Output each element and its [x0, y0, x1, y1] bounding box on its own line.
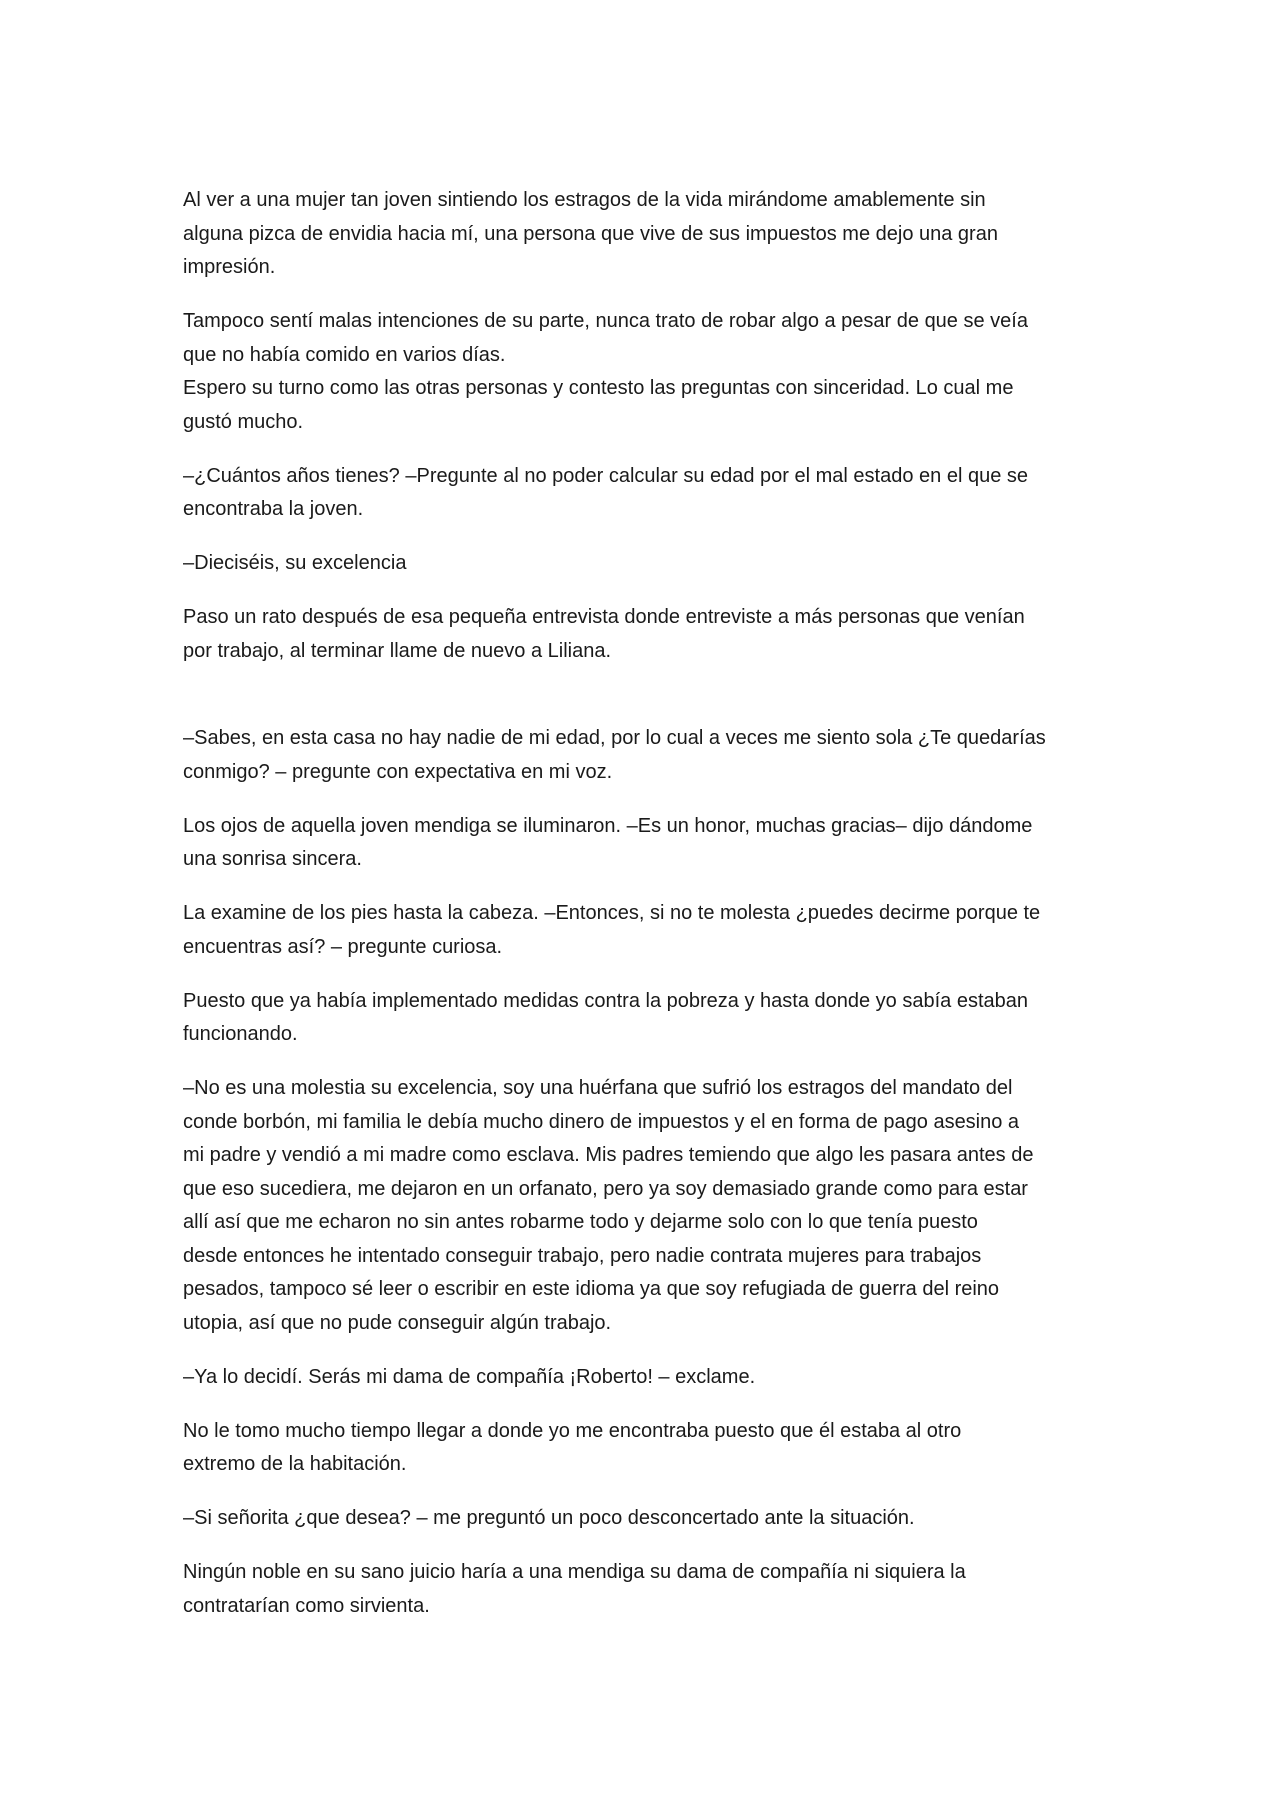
text-line: –Sabes, en esta casa no hay nadie de mi edad, por lo cual a veces me siento sola ¿Te quedarías: [183, 727, 1046, 749]
text-line: pesados, tampoco sé leer o escribir en este idioma ya que soy refugiada de guerra del reino: [183, 1278, 1000, 1300]
paragraph: [183, 547, 1103, 581]
text-line: –No es una molestia su excelencia, soy una huérfana que sufrió los estragos del mandato del: [183, 1077, 1013, 1099]
text-line: Al ver a una mujer tan joven sintiendo los estragos de la vida mirándome amablemente sin: [183, 189, 986, 211]
paragraph: [183, 601, 1103, 668]
text-line: Ningún noble en su sano juicio haría a una mendiga su dama de compañía ni siquiera la: [183, 1561, 966, 1583]
paragraph: [183, 810, 1103, 877]
text-line: que no había comido en varios días.: [183, 343, 506, 366]
text-line: Espero su turno como las otras personas y contesto las preguntas con sinceridad. Lo cual me: [183, 377, 1014, 399]
text-line: contratarían como sirvienta.: [183, 1594, 430, 1617]
text-line: conde borbón, mi familia le debía mucho dinero de impuestos y el en forma de pago asesino a: [183, 1110, 1020, 1133]
text-line: –Si señorita ¿que desea? – me preguntó un poco desconcertado ante la situación.: [183, 1507, 915, 1529]
text-line: mi padre y vendió a mi madre como esclava. Mis padres temiendo que algo les pasara antes de: [183, 1144, 1034, 1166]
text-line: que eso sucediera, me dejaron en un orfanato, pero ya soy demasiado grande como para estar: [183, 1177, 1028, 1200]
paragraph: [183, 722, 1103, 789]
paragraph: [183, 1502, 1103, 1536]
paragraph: [183, 1072, 1103, 1340]
text-line: gustó mucho.: [183, 410, 304, 433]
text-line: desde entonces he intentado conseguir trabajo, pero nadie contrata mujeres para trabajos: [183, 1244, 982, 1267]
paragraph: [183, 305, 1103, 439]
text-line: encontraba la joven.: [183, 498, 364, 520]
text-line: por trabajo, al terminar llame de nuevo a Liliana.: [183, 639, 612, 662]
text-line: –¿Cuántos años tienes? –Pregunte al no poder calcular su edad por el mal estado en el que se: [183, 464, 1028, 487]
text-line: No le tomo mucho tiempo llegar a donde yo me encontraba puesto que él estaba al otro: [183, 1419, 962, 1442]
text-line: –Dieciséis, su excelencia: [183, 552, 407, 574]
text-line: –Ya lo decidí. Serás mi dama de compañía ¡Roberto! – exclame.: [183, 1365, 756, 1388]
text-line: impresión.: [183, 256, 276, 278]
document-body: [183, 184, 1103, 1644]
paragraph: [183, 985, 1103, 1052]
paragraph: [183, 897, 1103, 964]
paragraph: [183, 184, 1103, 285]
paragraph: [183, 460, 1103, 527]
text-line: conmigo? – pregunte con expectativa en mi voz.: [183, 760, 613, 783]
text-line: La examine de los pies hasta la cabeza. –Entonces, si no te molesta ¿puedes decirme porque te: [183, 902, 1041, 924]
text-line: funcionando.: [183, 1023, 298, 1045]
text-line: encuentras así? – pregunte curiosa.: [183, 935, 503, 958]
text-line: alguna pizca de envidia hacia mí, una persona que vive de sus impuestos me dejo una gran: [183, 222, 998, 245]
text-line: Paso un rato después de esa pequeña entrevista donde entreviste a más personas que venían: [183, 606, 1025, 628]
text-line: Tampoco sentí malas intenciones de su parte, nunca trato de robar algo a pesar de que se veía: [183, 310, 1028, 332]
text-line: Los ojos de aquella joven mendiga se iluminaron. –Es un honor, muchas gracias– dijo dándome: [183, 814, 1033, 837]
text-line: extremo de la habitación.: [183, 1453, 407, 1475]
text-line: allí así que me echaron no sin antes robarme todo y dejarme solo con lo que tenía puesto: [183, 1211, 978, 1233]
paragraph: [183, 1361, 1103, 1395]
paragraph: [183, 1415, 1103, 1482]
paragraph: [183, 1556, 1103, 1623]
text-line: Puesto que ya había implementado medidas contra la pobreza y hasta donde yo sabía estaban: [183, 989, 1029, 1012]
text-line: una sonrisa sincera.: [183, 848, 362, 870]
text-line: utopia, así que no pude conseguir algún trabajo.: [183, 1311, 612, 1334]
